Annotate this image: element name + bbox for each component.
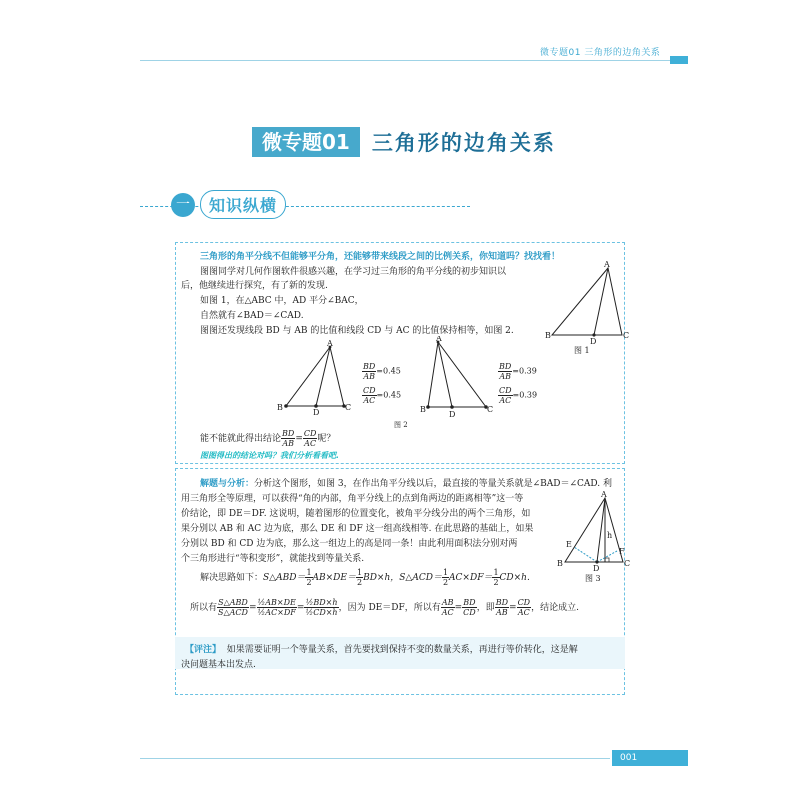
comment-line2: 决问题基本出发点. — [181, 660, 256, 670]
fig2r-label-a: A — [436, 336, 442, 343]
fig2l-label-c: C — [345, 403, 352, 412]
fig2l-label-a: A — [327, 340, 333, 348]
fig3-label-d: D — [593, 564, 600, 573]
intro-p3: 自然就有∠BAD＝∠CAD. — [200, 311, 304, 321]
analysis-l1: 解题与分析：分析这个图形，如图 3，在作出角平分线以后，最直接的等量关系就是∠BAD＝∠CAD. 利 — [200, 479, 613, 489]
comment-line1: 【评注】 如果需要证明一个等量关系，首先要找到保持不变的数量关系，再进行等价转化，这是解 — [185, 645, 578, 655]
fig2r-label-c: C — [487, 405, 494, 414]
intro-p4: 图图还发现线段 BD 与 AB 的比值和线段 CD 与 AC 的比值保持相等，如图 2. — [200, 326, 514, 336]
figure-3 — [555, 490, 635, 585]
fig1-label-c: C — [623, 331, 630, 340]
figure-2-right — [418, 336, 498, 426]
intro-question: 能不能就此得出结论 $\frac{BD}{AB}$ = $\frac{CD}{AC}$ 呢？ — [200, 429, 336, 448]
section-number: 一 — [171, 193, 195, 217]
page-title — [252, 127, 556, 157]
fig2r-ratio-1: $\frac{BD}{AB}$ =0.39 — [499, 362, 537, 381]
intro-lead: 三角形的角平分线不但能够平分角，还能够带来线段之间的比例关系，你知道吗？找找看！ — [200, 252, 561, 262]
fig3-caption: 图 3 — [585, 574, 601, 583]
header-rule — [140, 60, 670, 61]
fig1-label-d: D — [590, 337, 597, 346]
analysis-l5: 分别以 BD 和 CD 边为底，那么这一组边上的高是同一条！由此利用面积法分别对两 — [181, 539, 518, 549]
analysis-l4: 果分别以 AB 和 AC 边为底，那么 DE 和 DF 这一组高线相等. 在此思路的基础上，如果 — [181, 524, 534, 534]
running-header: 微专题01 三角形的边角关系 — [540, 48, 661, 58]
analysis-l3: 价结论，即 DE＝DF. 这说明，随着图形的位置变化，被角平分线分出的两个三角形，如 — [181, 509, 531, 519]
analysis-conclusion: 所以有 $\frac{\text{S△ABD}}{\text{S△ACD}}$ = $\frac{\text{½AB×DE}}{\text{½AC×DF}}$ = $\frac{\text{½BD×h}}{\text{½CD×h}}$ ，因为 DE＝DF，所以有 $\frac{AB}{AC}$ = $\frac{BD}{CD}$ ，即 $\frac{BD}{AB}$ = $\frac{CD}{AC}$ ，结论成立. — [190, 598, 579, 617]
fig2l-label-b: B — [277, 403, 283, 412]
fig1-label-a: A — [604, 260, 610, 269]
header-tab — [670, 56, 688, 64]
fig2-caption: 图 2 — [394, 421, 408, 429]
fig3-label-b: B — [557, 559, 563, 568]
fig3-label-f: F — [619, 547, 625, 556]
intro-green-note: 图图得出的结论对吗？我们分析看看吧. — [200, 451, 340, 460]
intro-p2: 如图 1，在△ABC 中，AD 平分∠BAC， — [200, 296, 364, 306]
fig2l-label-d: D — [313, 408, 320, 417]
analysis-l6: 个三角形进行“等积变形”，就能找到等量关系. — [181, 554, 365, 564]
fig3-label-h: h — [607, 531, 613, 540]
intro-p1b: 后，他继续进行探究，有了新的发现. — [181, 281, 328, 291]
analysis-step: 解决思路如下：S△ABD＝ $\frac{1}{2}$ AB×DE＝ $\frac{1}{2}$ BD×h，S△ACD＝ $\frac{1}{2}$ AC×DF＝ $\frac{1}{2}$ CD×h. — [200, 568, 530, 587]
fig2l-ratio-1: $\frac{BD}{AB}$ =0.45 — [363, 362, 401, 381]
fig2l-ratio-2: $\frac{CD}{AC}$ =0.45 — [363, 386, 402, 405]
intro-p1a: 图图同学对几何作图软件很感兴趣，在学习过三角形的角平分线的初步知识以 — [200, 267, 507, 277]
analysis-l2: 用三角形全等原理，可以获得“角的内部，角平分线上的点到角两边的距离相等”这一等 — [181, 494, 524, 504]
fig2r-label-d: D — [449, 410, 456, 419]
figure-1 — [540, 258, 630, 358]
title-chip: 微专题01 — [252, 127, 360, 157]
fig3-label-a: A — [601, 490, 607, 499]
page-number: 001 — [612, 750, 688, 766]
fig2r-label-b: B — [420, 405, 426, 414]
figure-2-left — [274, 340, 354, 420]
fig3-label-e: E — [566, 540, 572, 549]
fig3-label-c: C — [624, 559, 631, 568]
title-main: 三角形的边角关系 — [371, 131, 556, 155]
fig1-caption: 图 1 — [574, 346, 590, 355]
section-title: 知识纵横 — [200, 190, 286, 219]
fig1-label-b: B — [545, 331, 551, 340]
fig2r-ratio-2: $\frac{CD}{AC}$ =0.39 — [499, 386, 538, 405]
footer-rule — [140, 758, 610, 759]
